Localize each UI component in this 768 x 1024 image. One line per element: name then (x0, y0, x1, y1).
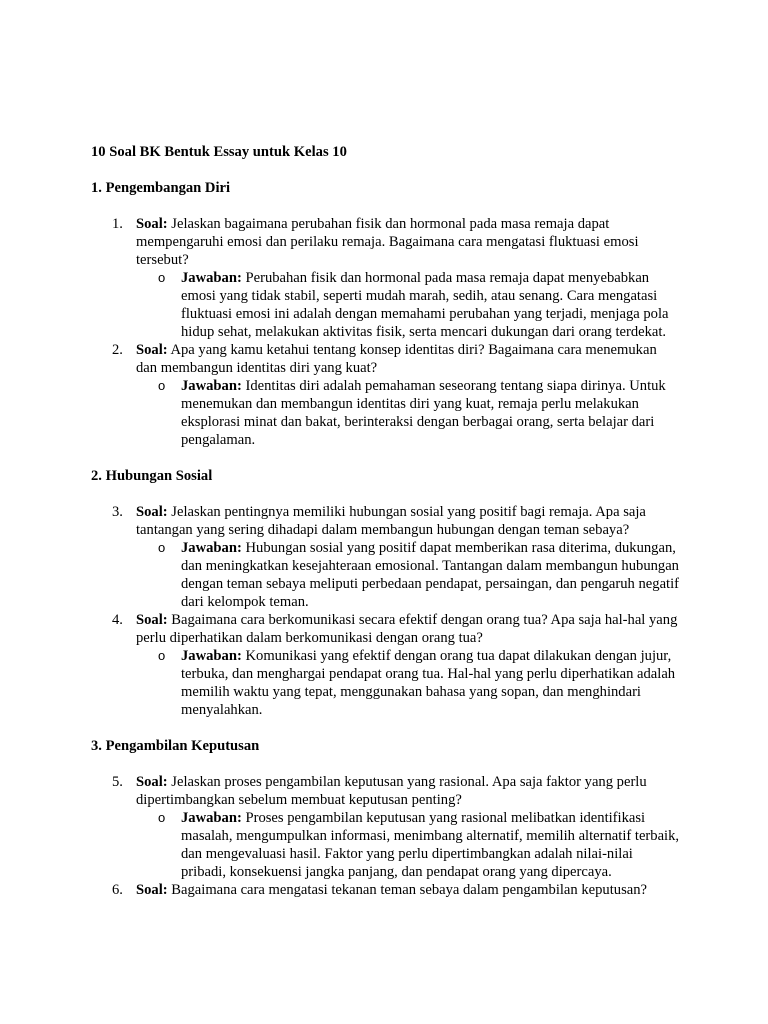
question-label: Soal: (136, 342, 168, 358)
question-number: 5. (112, 774, 123, 790)
question-text: Apa yang kamu ketahui tentang konsep identitas diri? Bagaimana cara menemukan dan membangun identitas diri yang kuat? (136, 342, 657, 376)
question-item (91, 773, 681, 881)
question-text: Jelaskan bagaimana perubahan fisik dan hormonal pada masa remaja dapat mempengaruhi emosi dan perilaku remaja. Bagaimana cara mengatasi fluktuasi emosi tersebut? (136, 216, 639, 268)
question-label: Soal: (136, 882, 168, 898)
answer-item (136, 809, 681, 881)
question-list (91, 773, 681, 899)
circle-bullet-icon: o (158, 810, 166, 825)
question-text: Jelaskan pentingnya memiliki hubungan sosial yang positif bagi remaja. Apa saja tantangan yang sering dihadapi dalam membangun hubungan dengan teman sebaya? (136, 504, 646, 538)
answer-text: Komunikasi yang efektif dengan orang tua dapat dilakukan dengan jujur, terbuka, dan menghargai pendapat orang tua. Hal-hal yang perlu diperhatikan adalah memilih waktu yang tepat, menggunakan bahasa yang sopan, dan menghindari menyalahkan. (181, 648, 676, 718)
answer-list (136, 809, 681, 881)
question-label: Soal: (136, 612, 168, 628)
document-body (91, 143, 681, 899)
answer-text: Identitas diri adalah pemahaman seseorang tentang siapa dirinya. Untuk menemukan dan membangun identitas diri yang kuat, remaja perlu melakukan eksplorasi minat dan bakat, berinteraksi dengan berbagai orang, serta belajar dari pengalaman. (181, 378, 666, 448)
section-heading: 2. Hubungan Sosial (91, 468, 213, 484)
answer-item (136, 269, 681, 341)
answer-label: Jawaban: (181, 540, 242, 556)
question-item (91, 611, 681, 719)
answer-list (136, 377, 681, 449)
question-number: 3. (112, 504, 123, 520)
answer-text: Proses pengambilan keputusan yang rasional melibatkan identifikasi masalah, mengumpulkan informasi, menimbang alternatif, memilih alternatif terbaik, dan mengevaluasi hasil. Faktor yang perlu dipertimbangkan adalah nilai-nilai pribadi, konsekuensi jangka panjang, dan pendapat orang yang dipercaya. (181, 810, 680, 880)
question-list (91, 503, 681, 719)
answer-label: Jawaban: (181, 648, 242, 664)
circle-bullet-icon: o (158, 648, 166, 663)
question-item (91, 881, 681, 899)
answer-item (136, 647, 681, 719)
circle-bullet-icon: o (158, 378, 166, 393)
circle-bullet-icon: o (158, 540, 166, 555)
question-text: Jelaskan proses pengambilan keputusan yang rasional. Apa saja faktor yang perlu dipertimbangkan sebelum membuat keputusan penting? (136, 774, 647, 808)
answer-label: Jawaban: (181, 810, 242, 826)
question-list (91, 215, 681, 449)
answer-label: Jawaban: (181, 270, 242, 286)
circle-bullet-icon: o (158, 270, 166, 285)
question-text: Bagaimana cara mengatasi tekanan teman sebaya dalam pengambilan keputusan? (171, 882, 647, 898)
answer-label: Jawaban: (181, 378, 242, 394)
document-title: 10 Soal BK Bentuk Essay untuk Kelas 10 (91, 144, 347, 160)
answer-item (136, 377, 681, 449)
question-label: Soal: (136, 216, 168, 232)
question-number: 1. (112, 216, 123, 232)
answer-item (136, 539, 681, 611)
section-heading: 3. Pengambilan Keputusan (91, 738, 260, 754)
answer-list (136, 647, 681, 719)
question-text: Bagaimana cara berkomunikasi secara efektif dengan orang tua? Apa saja hal-hal yang perlu diperhatikan dalam berkomunikasi dengan orang tua? (136, 612, 678, 646)
question-item (91, 341, 681, 449)
question-label: Soal: (136, 774, 168, 790)
question-label: Soal: (136, 504, 168, 520)
question-number: 6. (112, 882, 123, 898)
answer-text: Perubahan fisik dan hormonal pada masa remaja dapat menyebabkan emosi yang tidak stabil, seperti mudah marah, sedih, atau senang. Cara mengatasi fluktuasi emosi ini adalah dengan memahami perubahan yang terjadi, menjaga pola hidup sehat, melakukan aktivitas fisik, serta mencari dukungan dari orang terdekat. (181, 270, 669, 340)
question-number: 4. (112, 612, 123, 628)
answer-list (136, 539, 681, 611)
answer-list (136, 269, 681, 341)
question-item (91, 215, 681, 341)
answer-text: Hubungan sosial yang positif dapat memberikan rasa diterima, dukungan, dan meningkatkan kesejahteraan emosional. Tantangan dalam membangun hubungan dengan teman sebaya meliputi perbedaan pendapat, persaingan, dan pengaruh negatif dari kelompok teman. (181, 540, 680, 610)
question-number: 2. (112, 342, 123, 358)
question-item (91, 503, 681, 611)
section-heading: 1. Pengembangan Diri (91, 180, 231, 196)
